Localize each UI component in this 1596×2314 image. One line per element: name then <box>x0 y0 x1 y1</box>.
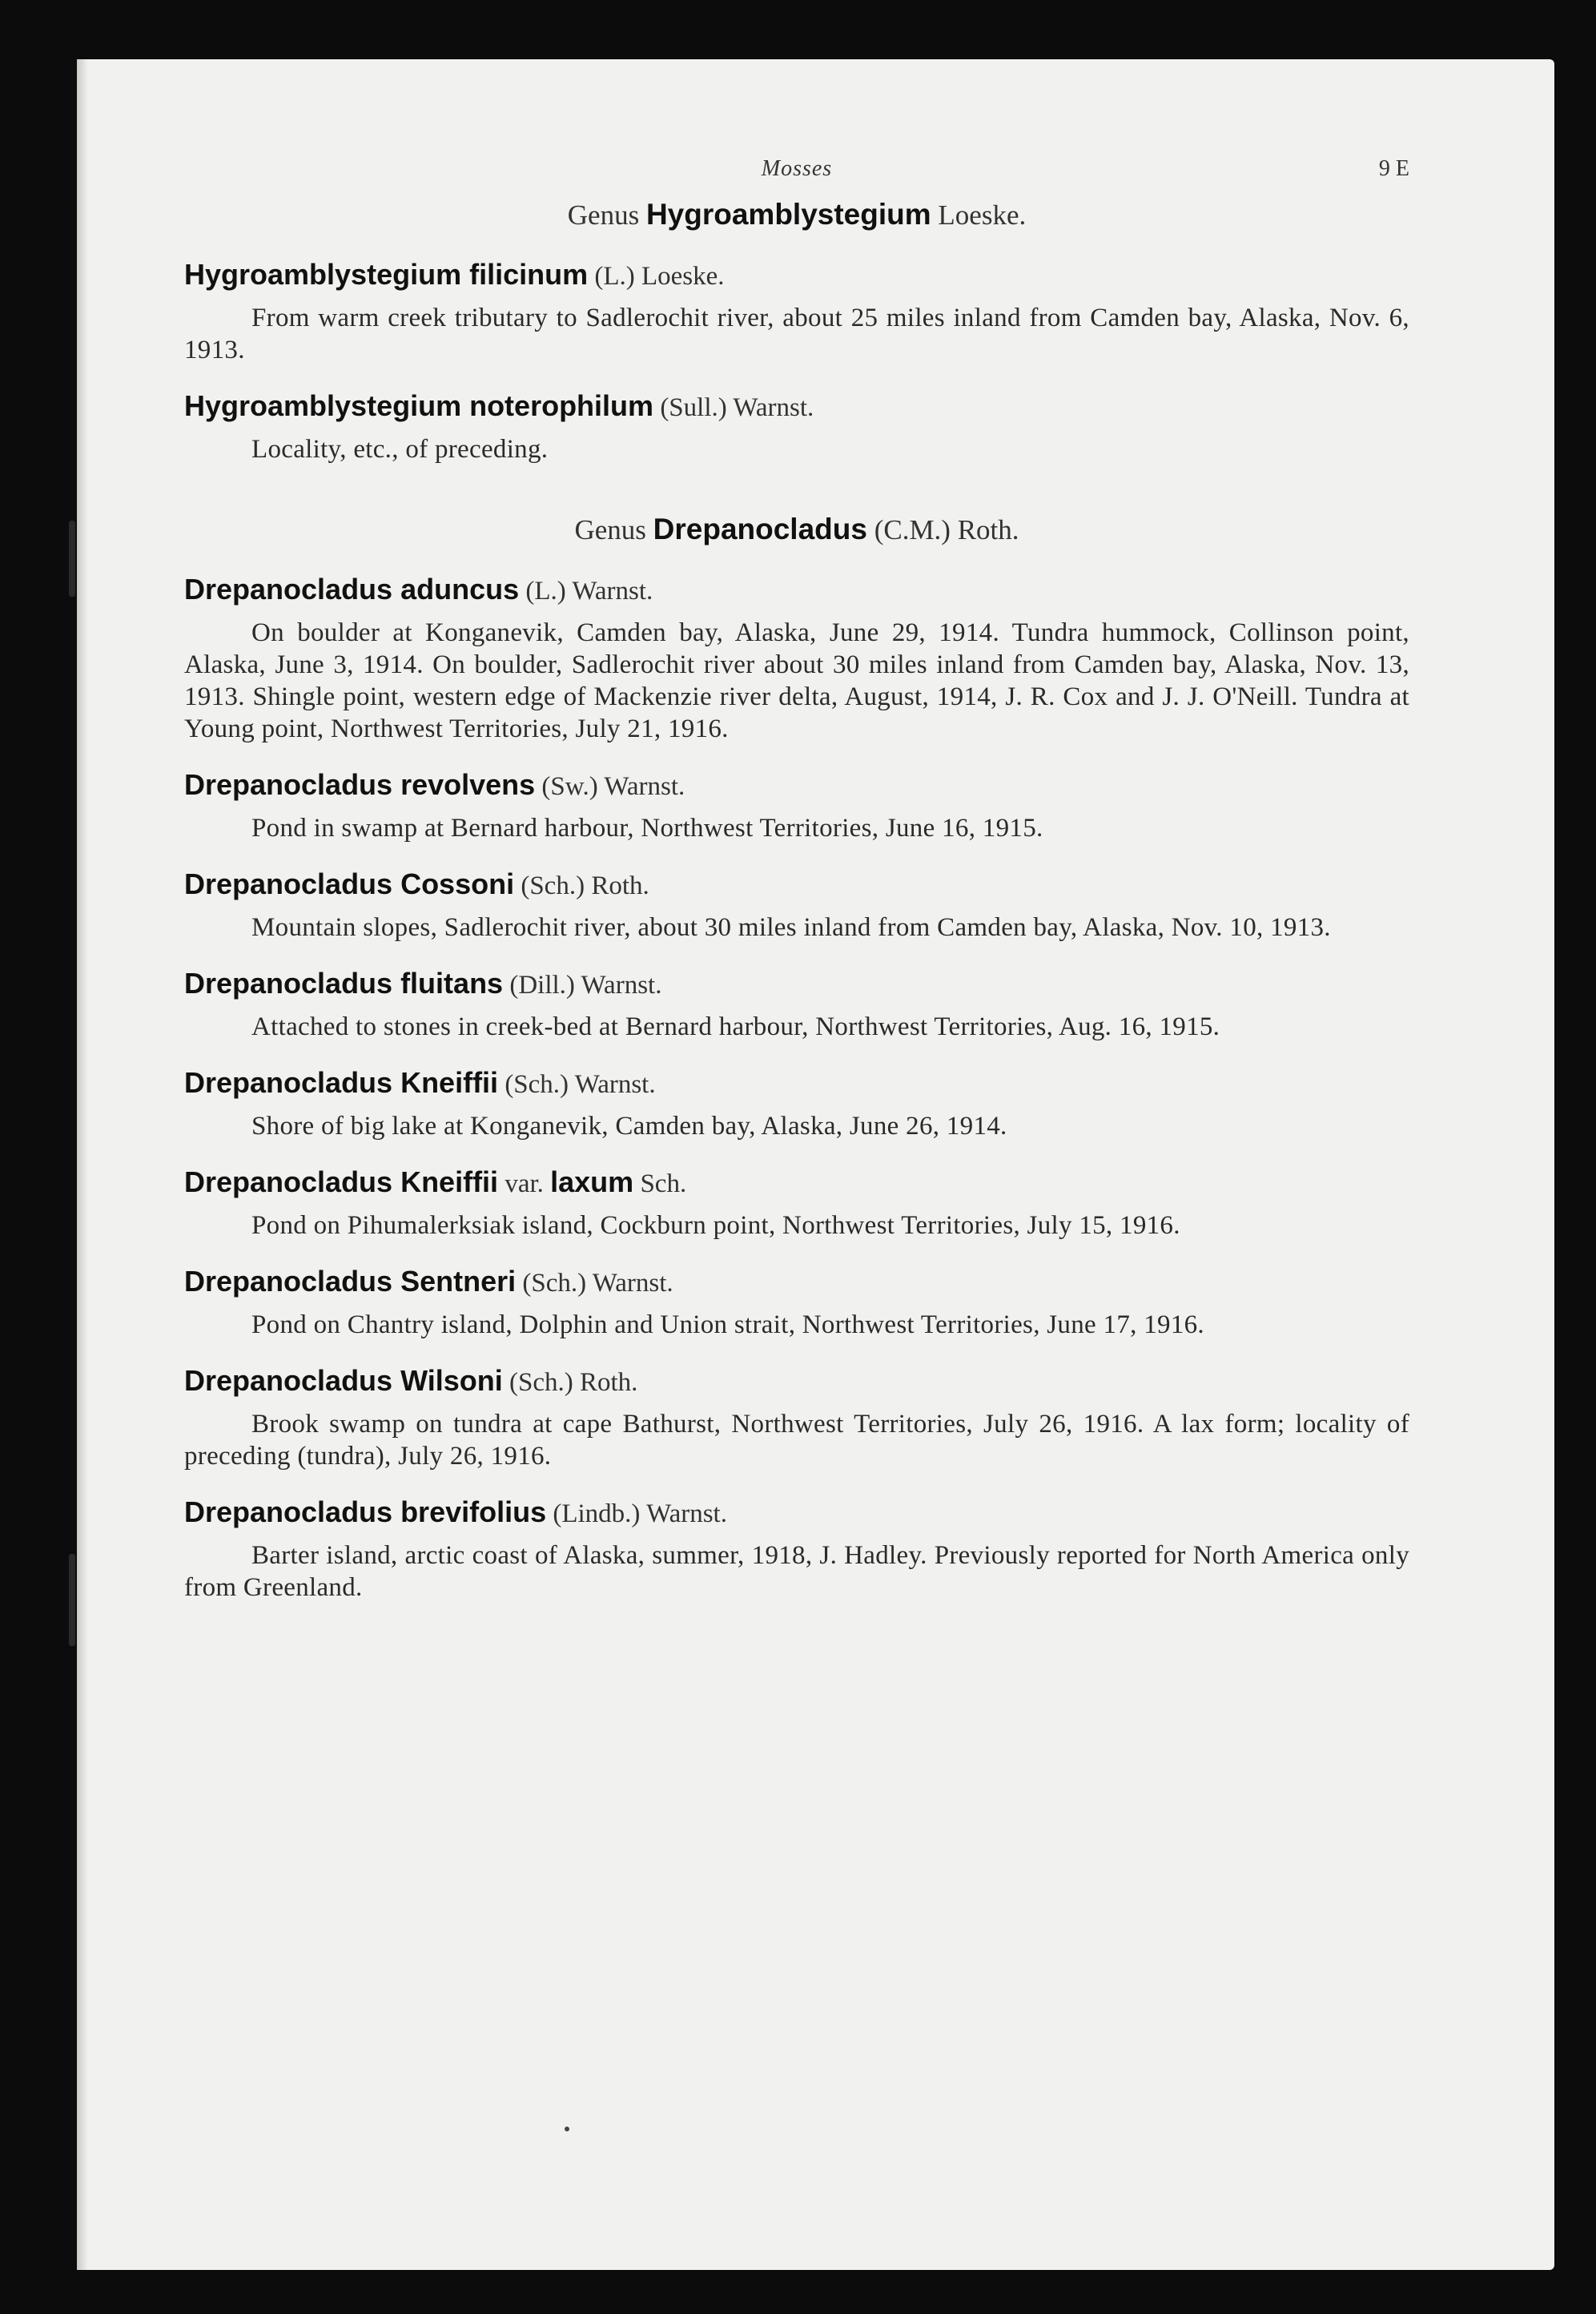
species-entry <box>184 868 1409 944</box>
species-entry <box>184 1365 1409 1472</box>
species-author: Sch. <box>640 1169 687 1198</box>
species-name: Drepanocladus Sentneri <box>184 1265 517 1298</box>
species-locality: Pond on Pihumalerksiak island, Cockburn point, Northwest Territories, July 15, 1916. <box>251 1211 1180 1240</box>
page-number: 9 E <box>1378 156 1409 181</box>
species-locality: Attached to stones in creek-bed at Bernard harbour, Northwest Territories, Aug. 16, 1915. <box>251 1012 1220 1041</box>
species-author: (Sch.) Warnst. <box>522 1269 673 1298</box>
species-author: (L.) Warnst. <box>525 577 653 606</box>
species-locality: Mountain slopes, Sadlerochit river, about 30 miles inland from Camden bay, Alaska, Nov. 10, 1913. <box>251 913 1331 942</box>
species-entry <box>184 968 1409 1043</box>
genus-name: Drepanocladus <box>653 513 867 545</box>
running-header <box>184 156 1409 188</box>
genus-author: (C.M.) Roth. <box>874 514 1019 545</box>
species-name: Hygroamblystegium filicinum <box>184 258 589 291</box>
species-heading <box>184 769 1409 803</box>
genus-author: Loeske. <box>938 199 1027 231</box>
species-heading <box>184 390 1409 424</box>
species-author: (Sch.) Warnst. <box>505 1070 656 1099</box>
species-entry <box>184 1496 1409 1604</box>
margin-mark <box>69 521 75 597</box>
species-name: Drepanocladus fluitans <box>184 967 504 1000</box>
species-name: Drepanocladus Kneiffii <box>184 1066 499 1099</box>
species-locality: Shore of big lake at Konganevik, Camden bay, Alaska, June 26, 1914. <box>251 1112 1007 1141</box>
species-name: Drepanocladus aduncus <box>184 573 520 606</box>
species-name: Drepanocladus Wilsoni <box>184 1364 503 1397</box>
species-locality: On boulder at Konganevik, Camden bay, Alaska, June 29, 1914. Tundra hummock, Collinson point, Alaska, June 3, 1914. On boulder, Sadlerochit river about 30 miles inland from Camden bay, Alaska, Nov. 13, 1913. Shingle point, western edge of Mackenzie river delta, August, 1914, J. R. Cox and J. J. O'Neill. Tundra at Young point, Northwest Territories, July 21, 1916. <box>184 618 1409 743</box>
species-locality: Pond in swamp at Bernard harbour, Northwest Territories, June 16, 1915. <box>251 814 1043 843</box>
variety-marker: var. <box>505 1169 544 1198</box>
genus-label: Genus <box>567 199 640 231</box>
species-author: (Sull.) Warnst. <box>660 393 814 422</box>
species-heading <box>184 1166 1409 1200</box>
species-entry <box>184 390 1409 465</box>
species-name: Drepanocladus brevifolius <box>184 1495 547 1528</box>
species-locality: Locality, etc., of preceding. <box>251 435 549 464</box>
page-body <box>184 199 1409 1628</box>
variety-name: laxum <box>550 1165 634 1198</box>
species-heading <box>184 573 1409 607</box>
species-heading <box>184 868 1409 902</box>
species-author: (Sw.) Warnst. <box>541 772 685 801</box>
species-entry <box>184 1166 1409 1242</box>
species-entry <box>184 259 1409 366</box>
species-heading <box>184 1496 1409 1530</box>
species-heading <box>184 1266 1409 1299</box>
genus-heading <box>184 199 1409 231</box>
species-entry <box>184 573 1409 745</box>
genus-heading <box>184 513 1409 546</box>
species-locality: Brook swamp on tundra at cape Bathurst, Northwest Territories, July 26, 1916. A lax form; locality of preceding (tundra), July 26, 1916. <box>184 1410 1409 1471</box>
species-author: (Sch.) Roth. <box>521 871 649 900</box>
species-entry <box>184 1067 1409 1142</box>
species-author: (Sch.) Roth. <box>509 1368 638 1397</box>
species-locality: Pond on Chantry island, Dolphin and Union strait, Northwest Territories, June 17, 1916. <box>251 1310 1204 1339</box>
genus-name: Hygroamblystegium <box>645 198 931 231</box>
species-name: Drepanocladus revolvens <box>184 768 536 801</box>
margin-mark <box>69 1554 75 1646</box>
species-name: Drepanocladus Cossoni <box>184 867 515 900</box>
species-heading <box>184 1365 1409 1398</box>
species-name: Drepanocladus Kneiffii <box>184 1165 499 1198</box>
species-author: (Lindb.) Warnst. <box>553 1499 727 1528</box>
species-author: (L.) Loeske. <box>594 262 725 291</box>
ink-speck <box>565 2127 569 2131</box>
genus-label: Genus <box>574 514 646 545</box>
species-heading <box>184 968 1409 1001</box>
species-entry <box>184 1266 1409 1341</box>
running-title: Mosses <box>761 156 833 181</box>
page-gutter-shadow <box>77 59 88 2270</box>
species-name: Hygroamblystegium noterophilum <box>184 389 654 422</box>
species-heading <box>184 259 1409 292</box>
species-locality: Barter island, arctic coast of Alaska, summer, 1918, J. Hadley. Previously reported for North America only from Greenland. <box>184 1541 1409 1602</box>
species-entry <box>184 769 1409 844</box>
species-author: (Dill.) Warnst. <box>509 971 662 1000</box>
species-locality: From warm creek tributary to Sadlerochit river, about 25 miles inland from Camden bay, Alaska, Nov. 6, 1913. <box>184 304 1409 364</box>
species-heading <box>184 1067 1409 1101</box>
